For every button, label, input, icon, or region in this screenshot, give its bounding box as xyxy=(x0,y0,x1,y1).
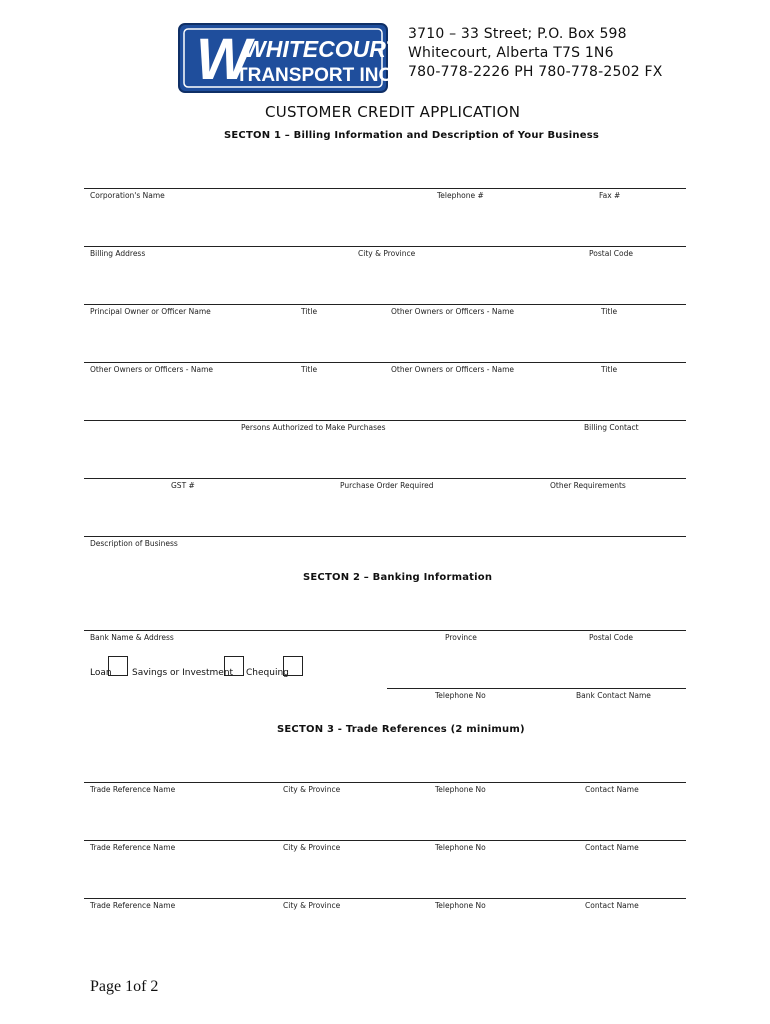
principal-owner-label: Principal Owner or Officer Name xyxy=(90,307,211,316)
billing-contact-label: Billing Contact xyxy=(584,423,639,432)
other-owners-label: Other Owners or Officers - Name xyxy=(391,365,514,374)
other-requirements-label: Other Requirements xyxy=(550,481,626,490)
savings-label: Savings or Investment xyxy=(132,668,234,678)
contact-name-label: Contact Name xyxy=(585,901,639,910)
city-province-label: City & Province xyxy=(283,901,341,910)
city-province-label: City & Province xyxy=(283,785,341,794)
province-label: Province xyxy=(445,633,477,642)
field-line xyxy=(84,536,686,537)
title-label: Title xyxy=(601,365,618,374)
section-1-heading: SECTON 1 – Billing Information and Description of Your Business xyxy=(224,130,600,141)
company-logo xyxy=(178,23,388,93)
chequing-label: Chequing xyxy=(246,668,289,678)
title-label: Title xyxy=(301,307,318,316)
field-line xyxy=(84,478,686,479)
section-2-heading: SECTON 2 – Banking Information xyxy=(303,572,493,583)
city-province-label: City & Province xyxy=(358,249,416,258)
field-line xyxy=(84,630,686,631)
title-label: Title xyxy=(301,365,318,374)
postal-code-label: Postal Code xyxy=(589,633,633,642)
billing-address-label: Billing Address xyxy=(90,249,146,258)
title-label: Title xyxy=(601,307,618,316)
description-label: Description of Business xyxy=(90,539,178,548)
field-line xyxy=(84,420,686,421)
postal-code-label: Postal Code xyxy=(589,249,633,258)
authorized-persons-label: Persons Authorized to Make Purchases xyxy=(241,423,386,432)
field-line xyxy=(84,304,686,305)
telephone-label: Telephone # xyxy=(437,191,484,200)
corporation-name-label: Corporation's Name xyxy=(90,191,165,200)
field-line xyxy=(84,840,686,841)
fax-label: Fax # xyxy=(599,191,621,200)
field-line xyxy=(84,782,686,783)
trade-reference-label: Trade Reference Name xyxy=(90,785,176,794)
city-province-label: City & Province xyxy=(283,843,341,852)
trade-reference-label: Trade Reference Name xyxy=(90,901,176,910)
telephone-label: Telephone No xyxy=(435,785,486,794)
field-line xyxy=(387,688,686,689)
page-title: CUSTOMER CREDIT APPLICATION xyxy=(265,103,521,121)
field-line xyxy=(84,188,686,189)
chequing-checkbox[interactable] xyxy=(283,656,303,676)
field-line xyxy=(84,362,686,363)
bank-contact-label: Bank Contact Name xyxy=(576,691,651,700)
address-phone-fax: 780-778-2226 PH 780-778-2502 FX xyxy=(408,64,663,80)
loan-checkbox[interactable] xyxy=(108,656,128,676)
other-owners-label: Other Owners or Officers - Name xyxy=(391,307,514,316)
telephone-label: Telephone No xyxy=(435,691,486,700)
other-owners-label: Other Owners or Officers - Name xyxy=(90,365,213,374)
svg-text:WHITECOURT: WHITECOURT xyxy=(244,36,388,62)
svg-text:TRANSPORT INC.: TRANSPORT INC. xyxy=(236,65,388,86)
address-line-2: Whitecourt, Alberta T7S 1N6 xyxy=(408,45,614,61)
telephone-label: Telephone No xyxy=(435,843,486,852)
field-line xyxy=(84,898,686,899)
loan-label: Loan xyxy=(90,668,112,678)
section-3-heading: SECTON 3 - Trade References (2 minimum) xyxy=(277,724,525,735)
telephone-label: Telephone No xyxy=(435,901,486,910)
savings-checkbox[interactable] xyxy=(224,656,244,676)
svg-text:W: W xyxy=(196,27,251,92)
trade-reference-label: Trade Reference Name xyxy=(90,843,176,852)
page-number: Page 1of 2 xyxy=(90,978,159,995)
contact-name-label: Contact Name xyxy=(585,785,639,794)
purchase-order-label: Purchase Order Required xyxy=(340,481,434,490)
address-line-1: 3710 – 33 Street; P.O. Box 598 xyxy=(408,26,627,42)
field-line xyxy=(84,246,686,247)
bank-name-label: Bank Name & Address xyxy=(90,633,174,642)
contact-name-label: Contact Name xyxy=(585,843,639,852)
gst-label: GST # xyxy=(171,481,195,490)
